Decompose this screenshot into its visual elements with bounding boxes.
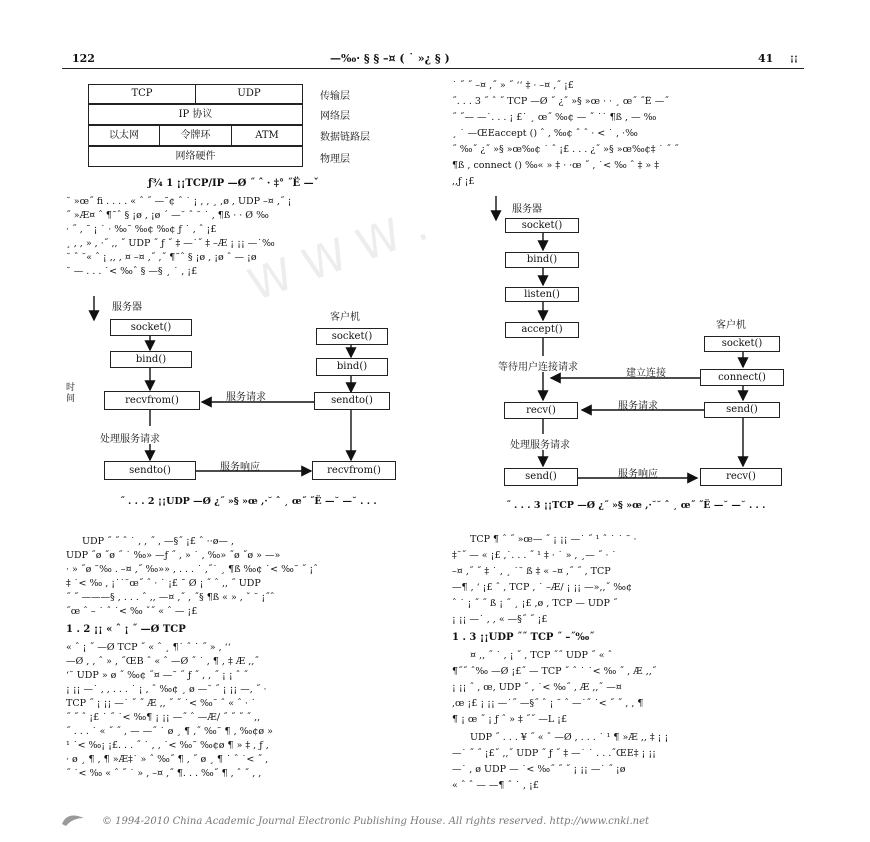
- udp-server-bind: bind(): [110, 351, 192, 368]
- udp-server-socket: socket(): [110, 319, 192, 336]
- tcp-server-listen: listen(): [505, 287, 579, 302]
- stack-label-network: 网络层: [320, 111, 350, 122]
- text-line: ¡ ¡¡ —˙ , , . . . ˙ ¡ , ˆ ‰¢ ¸ ø —˘ ˝ ¡ ¡¡ —, ˝ ·: [66, 684, 267, 695]
- header-mark: ¡¡: [790, 54, 798, 64]
- stack-label-datalink: 数据链路层: [320, 132, 370, 143]
- text-line: –¤ ,˝ ˝ ‡ ˙ , ¸ ˙˘ ß ‡ « –¤ ,˝ ˝ , TCP: [452, 566, 611, 577]
- text-line: « ˆ ¡ ˝ —Ø TCP ˝ « ˆ ¸ ¶˙ ˆ ˙ ˝ » , ‘‘: [66, 642, 231, 653]
- text-line: —˙ , ø UDP — ˙< ‰˝ ˝ ˝ ¡ ¡¡ —˙ ˝ ¡ø: [452, 764, 626, 775]
- udp-request-label: 服务请求: [226, 392, 266, 403]
- text-line: ˝ ˝— —˙. . . ¡ £˙ ¸ œ˝ ‰¢ — ˝ ˙˙ ¶ß , — ‰: [452, 112, 657, 123]
- text-line: ¸ , , » , ·˝ ,, ˝ UDP ˝ ƒ ˝ ‡ —˙˝ ‡ –Æ ¡ ¡¡ —˙‰: [66, 238, 275, 249]
- text-line: ¡ ¡¡ —˙ , , « —§˝ ˝ ¡£: [452, 614, 548, 625]
- text-line: ‘˘ UDP » ø ˝ ‰¢ ˝¤ —˜ ˝ ƒ ˝ , , ˝ ¡ ¡ ˆ ˝: [66, 670, 249, 681]
- text-line: ‡˘˝ — « ¡£ ,˙. . . ˝ ¹ ‡ · ˙ » , ¸— ˝ · ˙: [452, 550, 617, 561]
- text-line: UDP ˝ . . . ¥ ˝ « ˆ —Ø , . . . ˙ ¹ ¶ »Æ ,, ‡ ¡ ¡: [470, 732, 669, 743]
- udp-client-label: 客户机: [330, 312, 360, 323]
- text-line: ˘ ˆ ˘« ˆ ¡ ,, , ¤ –¤ ,˝ ,˝ ¶˜ˆ § ¡ø , ¡ø ˆ — ¡ø: [66, 252, 257, 263]
- text-line: · » ˝ø ˜‰ . –¤ ,˝ ‰»» , . . . ˙ ,˝˙ ¸ ¶ß ‰¢ ˙< ‰˜ ˝ ¡ˆ: [66, 564, 318, 575]
- udp-client-bind: bind(): [316, 358, 388, 376]
- text-line: —˙ ˝ ˝ ¡£˝ ,,˝ UDP ˝ ƒ ˝ ‡ —˙ ˙ . . .˝ŒE‡ ¡ ¡¡: [452, 748, 656, 759]
- tcp-wait-label: 等待用户连接请求: [498, 362, 578, 373]
- page-number-left: 122: [72, 52, 95, 65]
- cnki-logo-icon: [60, 812, 86, 828]
- figure2-caption: ˝ . . . 2 ¡¡UDP —Ø ¿˝ »§ »œ ,·˘ ˆ ¸ œ˝ ˝Ë —˘ —˘ . . .: [120, 496, 377, 507]
- stack-label-transport: 传输层: [320, 91, 350, 102]
- tcp-server-bind: bind(): [505, 252, 579, 268]
- text-line: « ˆ ˆ — —¶ ˆ ˙ , ¡£: [452, 780, 539, 791]
- tcp-process-label: 处理服务请求: [510, 440, 570, 451]
- text-line: ¹ ˙< ‰¡ ¡£. . . ˝ ˙ , , ˙< ‰˜ ‰¢ø ¶ » ‡ , ƒ ,: [66, 740, 269, 751]
- text-line: ,,ƒ ¡£: [452, 176, 475, 187]
- tcp-server-recv: recv(): [504, 402, 578, 419]
- udp-client-socket: socket(): [316, 328, 388, 345]
- tcp-client-socket: socket(): [704, 336, 780, 352]
- text-line: UDP ˝ø ˝ø ˝ ˙ ‰» —ƒ ˝ , » ˙ , ‰» ˝ø ˝ø » —»: [66, 550, 281, 561]
- text-line: ˝ . . . ˙ « ˝ ˝ , — —˝ ˙ ø ¸ ¶ ,˝ ‰˜ ¶ , ‰¢ø »: [66, 726, 273, 737]
- tcp-server-socket: socket(): [505, 218, 579, 233]
- watermark: W W W .: [241, 199, 435, 312]
- udp-process-label: 处理服务请求: [100, 434, 160, 445]
- text-line: —¶ , ‘ ¡£ ˆ , TCP , ˙ –Æ/ ¡ ¡¡ —»,,˝ ‰¢: [452, 582, 633, 593]
- section-1-3-title: 1 . 3 ¡¡UDP ˝˝ TCP ˝ –˝‰˝: [452, 632, 595, 643]
- text-line: ˘ — . . . ˙< ‰ˆ § —§ ¸ ˙ , ¡£: [66, 266, 198, 277]
- journal-title: —‰· § § –¤ ( ˙ »¿ § ): [330, 52, 450, 65]
- tcp-server-label: 服务器: [512, 204, 542, 215]
- text-line: · ø ¸ ¶ , ¶ »Æ‡˙ » ˆ ‰˝ ¶ , ˝ ø ¸ ¶ ˙ ˆ ˙< ˝ ,: [66, 754, 269, 765]
- text-line: ¶˝˝ ˆ‰ —Ø ¡£˝ — TCP ˝ ˆ ˙ ˙< ‰ ˝ , Æ ,,˝: [452, 666, 657, 677]
- tcp-response-label: 服务响应: [618, 469, 658, 480]
- text-line: ¤ ,, ˝ ˙ , ¡ ˝ , TCP ˝˝ UDP ˝ « ˆ: [470, 650, 613, 661]
- figure1-caption: ƒ¾ 1 ¡¡TCP/IP —Ø ˝ ˆ · ‡° ˝Ë —ˇ: [148, 178, 319, 189]
- copyright-footer: © 1994-2010 China Academic Journal Electronic Publishing House. All rights reserved. http://www.cnki.net: [102, 816, 650, 827]
- tcp-client-label: 客户机: [716, 320, 746, 331]
- text-line: ˙ ˝ ˝ –¤ ,˝ » ˝ ‘‘ ‡ · –¤ ,˝ ¡£: [452, 80, 574, 91]
- section-1-2-title: 1 . 2 ¡¡ « ˆ ¡ ˝ —Ø TCP: [66, 624, 186, 635]
- stack-cell-tcp: TCP: [88, 84, 196, 104]
- text-line: ˝ ‰˝ ¿˝ »§ »œ‰¢ ˙ ˆ ¡£ . . . ¿˝ »§ »œ‰¢‡ ˙ ˝ ˝: [452, 144, 679, 155]
- text-line: · ˝ , ˜ ¡ ˙ · ‰˜ ‰¢ ‰¢ ƒ ˙ , ˆ ¡£: [66, 224, 217, 235]
- udp-client-recvfrom: recvfrom(): [312, 461, 396, 480]
- stack-cell-ip: IP 协议: [88, 104, 303, 125]
- text-line: ˝ ˙< ‰ « ˆ ˝ ˙ » , –¤ ,˝ ¶. . . ‰˝ ¶ , ˆ ˝ , ,: [66, 768, 262, 779]
- text-line: ˝ »Æ¤ ˆ ¶˜ˆ § ¡ø , ¡ø ´ —˘ ˆ ˘ ˙ , ¶ß · · Ø ‰: [66, 210, 269, 221]
- udp-client-sendto: sendto(): [314, 392, 390, 410]
- text-line: ¸ ˙ —ŒEaccept () ˆ , ‰¢ ˆ ˆ · < ˙ , ·‰: [452, 128, 638, 139]
- udp-server-sendto: sendto(): [104, 461, 196, 480]
- text-line: ˝. . . 3 ˝ ˆ ˝ TCP —Ø ˝ ¿˝ »§ »œ · · ¸ œ˝ ˝Ë —˝: [452, 96, 669, 107]
- text-line: ˝ ˝ ˆ ¡£ ˙ ˝ ˙< ‰¶ ¡ ¡¡ —˝ ˆ —Æ/ ˝ ˝ ˝ ˝ ,,: [66, 712, 261, 723]
- text-line: TCP ¶ ˆ ˝ »œ— ˝ ¡ ¡¡ —˙ ˝ ¹ ˆ ˙ ˙ ˜ ·: [470, 534, 637, 545]
- stack-cell-atm: ATM: [231, 125, 303, 146]
- text-line: ‡ ˙< ‰ , ¡˙˙˘œ˝ ˆ · ˙ ¡£ ¯ Ø ¡ ˝ ˆ ,, ˝ UDP: [66, 578, 261, 589]
- header-rule: [62, 68, 804, 69]
- text-line: ˘ »œ˝ fi . . . . « ˆ ˝ —˜¢ ˆ ˙ ¡ , , ¸ ,ø , UDP –¤ ,˝ ¡: [66, 196, 292, 207]
- tcp-client-send: send(): [704, 402, 780, 418]
- page-number-right: 41: [758, 52, 774, 65]
- stack-cell-hardware: 网络硬件: [88, 146, 303, 167]
- tcp-server-accept: accept(): [505, 322, 579, 338]
- text-line: ¡ ¡¡ ˆ , œ, UDP ˝ , ˙< ‰˝ , Æ ,,˝ —¤: [452, 682, 622, 693]
- tcp-server-send: send(): [504, 468, 578, 486]
- stack-label-physical: 物理层: [320, 154, 350, 165]
- text-line: ˝œ ˆ – ˙ ˆ ˙< ‰ ˇ˝ « ˆ — ¡£: [66, 606, 198, 617]
- udp-time-label: 时间: [66, 383, 76, 404]
- tcp-client-recv: recv(): [700, 468, 782, 486]
- tcp-establish-label: 建立连接: [626, 368, 666, 379]
- text-line: ,œ ¡£ ¡ ¡¡ —˙˝ —§˝ ˆ ¡ ¯ ˆ —˙˝ ˙< ˝ ˝ , , ¶: [452, 698, 644, 709]
- udp-server-recvfrom: recvfrom(): [104, 391, 200, 410]
- text-line: ˝ ˝ ———§ , . . . ˆ ,, —¤ ,˝ , ˝§ ¶ß « » , ˇ ˘ ¡˝ˆ: [66, 592, 275, 603]
- text-line: —Ø , , ˆ » , ˝ŒB ˆ « ˆ —Ø ˝ ˙ , ¶ , ‡ Æ ,,˝: [66, 656, 260, 667]
- figure3-caption: ˝ . . . 3 ¡¡TCP —Ø ¿˝ »§ »œ ,·˘˘ ˆ ¸ œ˝ ˝Ë —˘ —˘ . . .: [506, 500, 766, 511]
- text-line: TCP ˝ ¡ ¡¡ —˙ ˝ ˝ Æ ,, ˝ ˝ ˙< ‰˜ ˆ « ˆ · ˙: [66, 698, 256, 709]
- text-line: ¶ß , connect () ‰« » ‡ · ·œ ˝ , ˙< ‰ ˆ ‡ » ‡: [452, 160, 660, 171]
- stack-cell-token-ring: 令牌环: [159, 125, 232, 146]
- text-line: UDP ˝ ˝ ˆ ˙ , , ˝ , —§˝ ¡£ ˆ ··ø— ,: [82, 536, 234, 547]
- tcp-client-connect: connect(): [700, 369, 784, 386]
- text-line: ¶ ¡ œ ˝ ¡ ƒ ˆ » ‡ ˝˝ —L ¡£: [452, 714, 568, 725]
- stack-cell-ethernet: 以太网: [88, 125, 160, 146]
- text-line: ˆ ˙ ¡ ˝ ˝ ß ¡ ˝ ¸ ¡£ ,ø , TCP — UDP ˝: [452, 598, 618, 609]
- udp-response-label: 服务响应: [220, 462, 260, 473]
- udp-server-label: 服务器: [112, 302, 142, 313]
- stack-cell-udp: UDP: [195, 84, 303, 104]
- tcp-request-label: 服务请求: [618, 401, 658, 412]
